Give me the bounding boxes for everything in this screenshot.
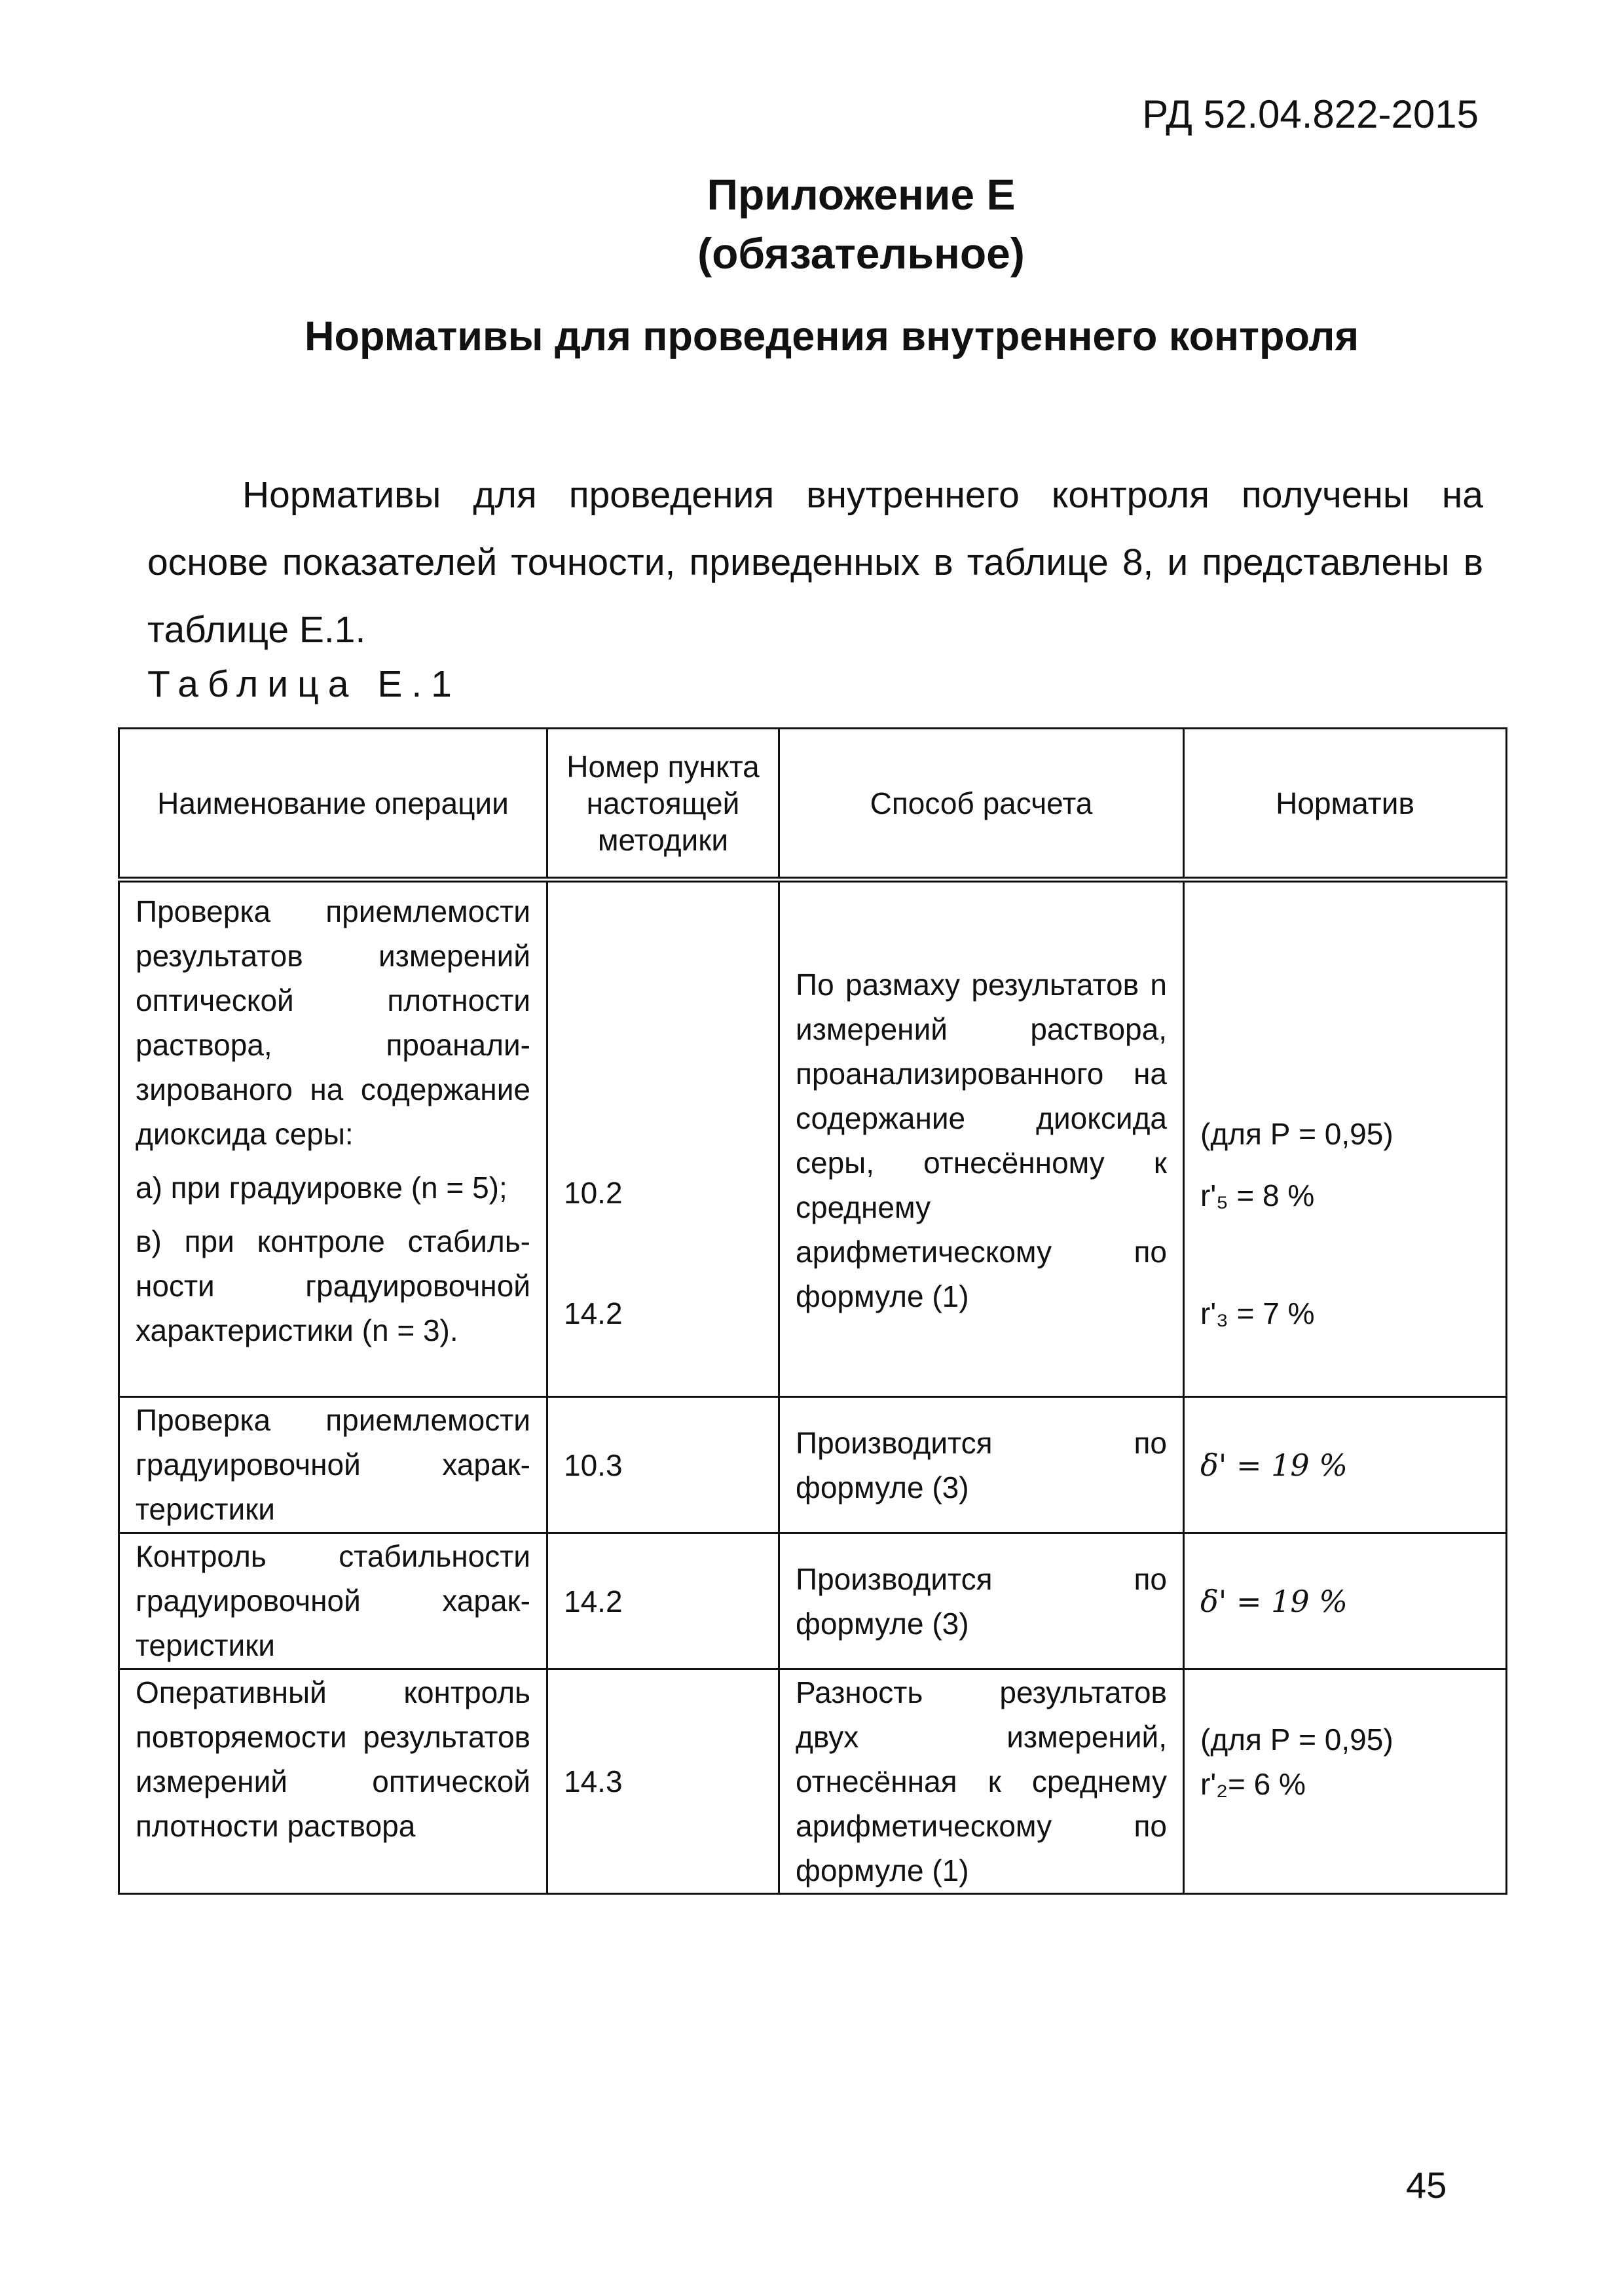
- norm-cell: [1184, 1397, 1507, 1533]
- method-cell: [779, 880, 1184, 1397]
- norm-value: δ' = 19 %: [1200, 1583, 1348, 1619]
- norm-cell: [1184, 880, 1507, 1397]
- norm-condition: (для Р = 0,95): [1200, 1722, 1393, 1757]
- norm-value-b: r'₃ = 7 %: [1200, 1296, 1315, 1330]
- appendix-title-line1: Приложение Е: [707, 170, 1016, 219]
- clause-b: 14.2: [564, 1296, 623, 1330]
- clause-cell: 14.2: [547, 1533, 779, 1669]
- table-row: [119, 880, 1507, 1397]
- operation-item-a: а) при градуировке (n = 5);: [136, 1171, 507, 1205]
- norm-cell: [1184, 1533, 1507, 1669]
- operation-item-b: в) при контроле стабильности градуировочной характеристики (n = 3).: [136, 1224, 530, 1347]
- appendix-title: [0, 165, 1624, 283]
- operation-cell: [119, 880, 547, 1397]
- table-row: [119, 1397, 1507, 1533]
- header-operation: Наименование операции: [119, 729, 547, 880]
- operation-intro: Проверка приемлемости результатов измерений оптической плотности раствора, проанализированого на содержание диоксида серы:: [136, 894, 530, 1151]
- header-clause: Номер пункта настоящей методики: [547, 729, 779, 880]
- method-cell: Производится по формуле (3): [779, 1533, 1184, 1669]
- clause-cell: 14.3: [547, 1669, 779, 1894]
- norm-value: r'₂= 6 %: [1200, 1767, 1306, 1801]
- appendix-title-line2: (обязательное): [697, 229, 1025, 278]
- section-title: Нормативы для проведения внутреннего контроля: [304, 314, 1359, 359]
- table-row: [119, 1533, 1507, 1669]
- operation-cell: Оперативный контроль повторяемости результатов измерений оптической плотности раствора: [119, 1669, 547, 1894]
- header-norm: Норматив: [1184, 729, 1507, 880]
- clause-a: 10.2: [564, 1176, 623, 1210]
- method-cell: Разность результатов двух измерений, отнесённая к среднему арифметическому по формуле (1): [779, 1669, 1184, 1894]
- table-row: [119, 1669, 1507, 1894]
- table-caption: Таблица Е.1: [147, 663, 461, 705]
- norm-value-a: r'₅ = 8 %: [1200, 1178, 1315, 1212]
- norm-cell: [1184, 1669, 1507, 1894]
- norm-condition: (для Р = 0,95): [1200, 1117, 1393, 1151]
- norms-table: [118, 727, 1507, 1895]
- method-text: По размаху результатов n измерений раствора, проанализированного на содержание диоксида серы, отнесённому к среднему арифметическому по формуле (1): [796, 968, 1167, 1313]
- method-cell: Производится по формуле (3): [779, 1397, 1184, 1533]
- clause-cell: [547, 880, 779, 1397]
- intro-paragraph: Нормативы для проведения внутреннего контроля получены на основе показателей точности, приведенных в таблице 8, и представлены в таблице Е.1.: [147, 474, 1483, 651]
- norm-value: δ' = 19 %: [1200, 1447, 1348, 1483]
- header-method: Способ расчета: [779, 729, 1184, 880]
- operation-cell: Контроль стабильности градуировочной характеристики: [119, 1533, 547, 1669]
- clause-cell: 10.3: [547, 1397, 779, 1533]
- operation-cell: Проверка приемлемости градуировочной характеристики: [119, 1397, 547, 1533]
- page-number: 45: [1406, 2164, 1447, 2206]
- document-code: РД 52.04.822-2015: [1142, 92, 1479, 136]
- table-header-row: [119, 729, 1507, 880]
